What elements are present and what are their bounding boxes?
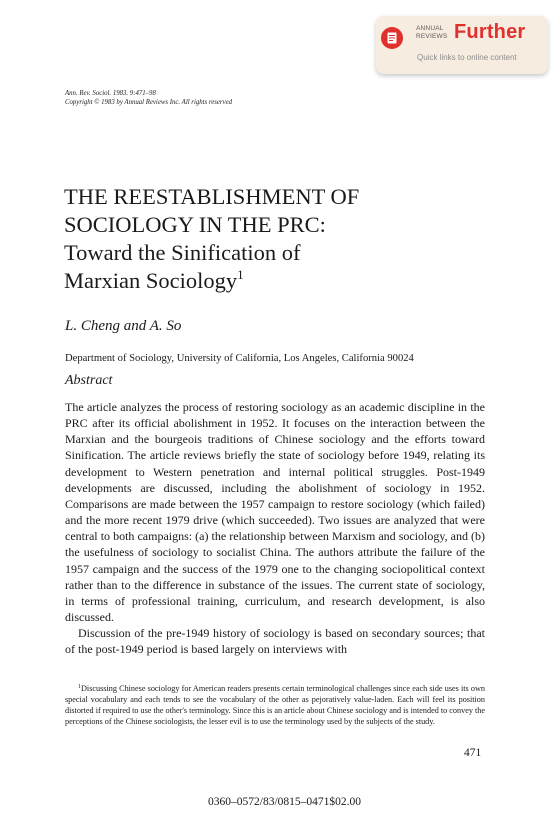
body-paragraph: Discussion of the pre-1949 history of sociology is based on secondary sources; that of the post-1949 period is based largely on interviews with bbox=[65, 626, 485, 657]
footnote-marker: 1 bbox=[78, 684, 81, 690]
title-line-2: SOCIOLOGY IN THE PRC: bbox=[64, 212, 326, 237]
title-footnote-marker[interactable]: 1 bbox=[237, 267, 244, 282]
banner-quick-links-text[interactable]: Quick links to online content bbox=[417, 53, 517, 62]
affiliation: Department of Sociology, University of California, Los Angeles, California 90024 bbox=[65, 353, 414, 364]
title-line-4 bbox=[64, 267, 484, 295]
banner-org-line2: REVIEWS bbox=[416, 32, 448, 40]
citation-line-1: Ann. Rev. Sociol. 1983. 9:471–98 bbox=[65, 90, 156, 97]
title-line-4-text: Marxian Sociology bbox=[64, 268, 238, 293]
abstract-paragraph: The article analyzes the process of restoring sociology as an academic discipline in the PRC after its official abolishment in 1952. It focuses on the interaction between the Marxian and the bourgeois traditions of Chinese sociology and the efforts toward Sinification. The article reviews briefly the state of sociology before 1949, relating its development to Western penetration and internal political struggles. Post-1949 developments are discussed, including the abolishment of sociology in 1952. Comparisons are made between the 1957 campaign to restore sociology (which failed) and the more recent 1979 drive (which succeeded). Two issues are analyzed that were central to both campaigns: (a) the relationship between Marxism and sociology, and (b) the usefulness of sociology to socialist China. The authors attribute the failure of the 1957 campaign and the success of the 1979 one to the changing sociopolitical context rather than to the difference in substance of the issues. The current state of sociology, in terms of professional training, curriculum, and research development, is also discussed. bbox=[65, 400, 485, 625]
authors: L. Cheng and A. So bbox=[65, 318, 182, 334]
annual-reviews-logo-icon bbox=[381, 27, 403, 49]
banner-publisher-name bbox=[416, 25, 456, 40]
footnote bbox=[65, 683, 485, 727]
abstract-body bbox=[65, 399, 485, 658]
abstract-heading: Abstract bbox=[65, 373, 113, 388]
page-number: 471 bbox=[464, 747, 482, 759]
document-glyph-icon bbox=[387, 32, 397, 44]
banner-org-line1: ANNUAL bbox=[416, 25, 444, 32]
article-title bbox=[64, 183, 484, 295]
issn-line: 0360–0572/83/0815–0471$02.00 bbox=[208, 796, 362, 808]
footnote-text: Discussing Chinese sociology for American readers presents certain terminological challenges since each side uses its own special vocabulary and each tends to see the vocabulary of the other as pejoratively value-laden. Each will feel its position distorted if required to use the other's terminology. Since this is an article about Chinese sociology and is intended to convey the perceptions of the Chinese sociologists, the lesser evil is to use the terminology used by the subjects of the study. bbox=[65, 684, 485, 727]
journal-citation bbox=[65, 89, 232, 107]
further-links-banner[interactable] bbox=[376, 16, 548, 74]
banner-further-title[interactable]: Further bbox=[454, 21, 526, 43]
title-line-3: Toward the Sinification of bbox=[64, 240, 301, 265]
footnote-paragraph bbox=[65, 683, 485, 727]
citation-line-2: Copyright © 1983 by Annual Reviews Inc. All rights reserved bbox=[65, 99, 233, 106]
title-line-1: THE REESTABLISHMENT OF bbox=[64, 184, 360, 209]
